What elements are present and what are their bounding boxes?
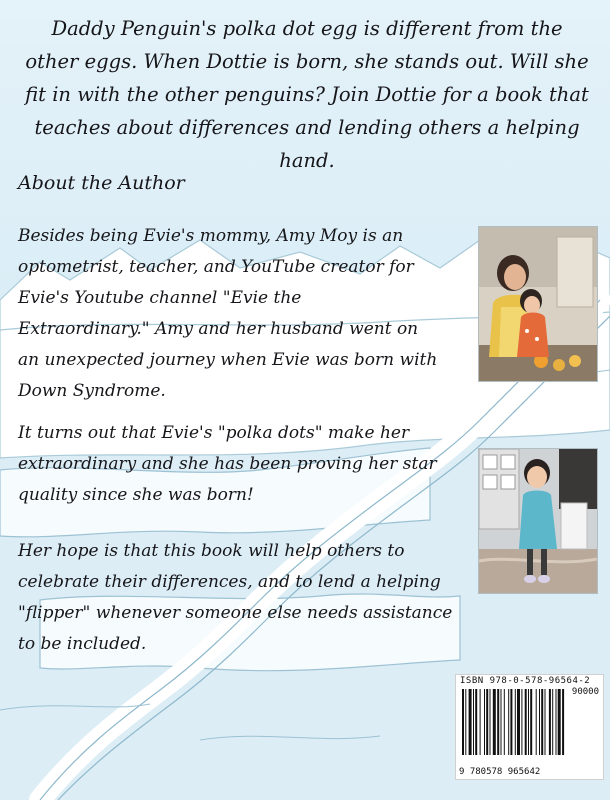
about-author-heading: About the Author bbox=[18, 172, 185, 194]
polka-dots-paragraph: It turns out that Evie's "polka dots" make her extraordinary and she has been proving her star quality since she was born! bbox=[18, 423, 437, 505]
price-code: 90000 bbox=[571, 687, 599, 697]
barcode-bars bbox=[462, 689, 599, 767]
isbn-barcode bbox=[455, 674, 604, 780]
isbn-number: ISBN 978-0-578-96564-2 bbox=[460, 676, 591, 686]
author-hope-paragraph: Her hope is that this book will help others to celebrate their differences, and to lend a helping "flipper" whenever someone else needs assistance to be included. bbox=[18, 541, 453, 654]
author-bio-paragraph: Besides being Evie's mommy, Amy Moy is an optometrist, teacher, and YouTube creator for Evie's Youtube channel "Evie the Extraordinary." Amy and her husband went on an unexpected journey when Evie was born with Down Syndrome. bbox=[18, 226, 438, 401]
author-family-photo bbox=[478, 226, 598, 382]
book-blurb: Daddy Penguin's polka dot egg is different from the other eggs. When Dottie is born, she stands out. Will she fit in with the other penguins? Join Dottie for a book that teaches about differences and lending others a helping hand. bbox=[25, 17, 589, 172]
daughter-photo bbox=[478, 448, 598, 594]
barcode-digits: 9 780578 965642 bbox=[459, 767, 541, 777]
